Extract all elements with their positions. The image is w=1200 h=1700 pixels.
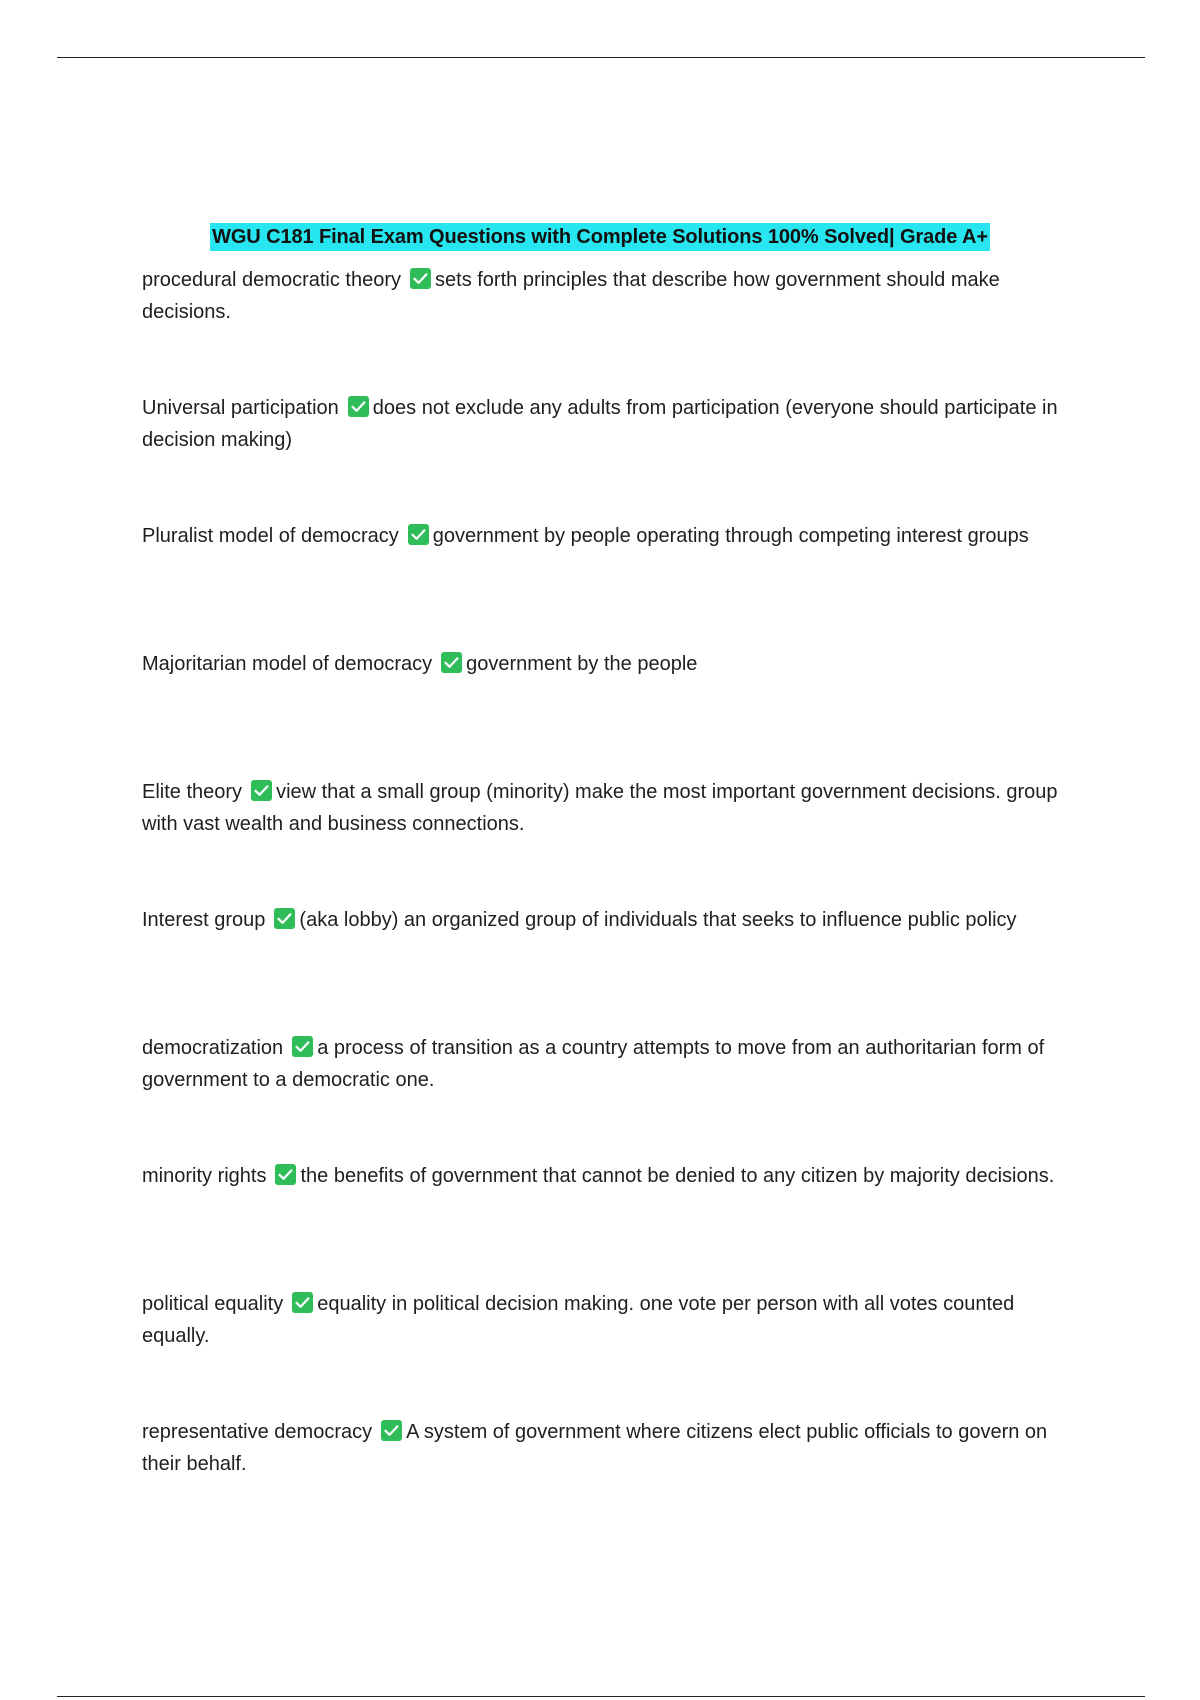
document-title-text: WGU C181 Final Exam Questions with Complete Solutions 100% Solved| Grade A+ [210,223,990,251]
term-label: Elite theory [142,781,243,803]
definition-text: does not exclude any adults from participation (everyone should participate in decision making) [142,397,1058,451]
term-entry [142,1032,1072,1128]
definition-text: A system of government where citizens elect public officials to govern on their behalf. [142,1421,1048,1475]
term-entry [142,1288,1072,1384]
term-label: representative democracy [142,1421,373,1443]
definition-text: government by people operating through competing interest groups [432,525,1029,547]
check-mark-icon [274,908,295,929]
check-mark-icon [381,1420,402,1441]
check-mark-icon [292,1292,313,1313]
term-list [142,264,1072,1544]
check-mark-icon [408,524,429,545]
term-entry [142,392,1072,488]
check-mark-icon [251,780,272,801]
term-entry [142,1416,1072,1512]
term-entry [142,520,1072,616]
definition-text: (aka lobby) an organized group of individuals that seeks to influence public policy [299,909,1017,931]
term-label: democratization [142,1037,284,1059]
top-divider [57,57,1145,58]
term-entry [142,1160,1072,1256]
definition-text: the benefits of government that cannot be denied to any citizen by majority decisions. [300,1165,1055,1187]
check-mark-icon [348,396,369,417]
bottom-divider [57,1696,1145,1697]
definition-text: equality in political decision making. one vote per person with all votes counted equally. [142,1293,1015,1347]
definition-text: government by the people [466,653,698,675]
term-label: political equality [142,1293,284,1315]
term-entry [142,904,1072,1000]
term-label: Pluralist model of democracy [142,525,399,547]
term-label: procedural democratic theory [142,269,402,291]
term-entry [142,648,1072,744]
check-mark-icon [441,652,462,673]
definition-text: a process of transition as a country attempts to move from an authoritarian form of government to a democratic one. [142,1037,1045,1091]
document-title [0,214,1200,251]
check-mark-icon [275,1164,296,1185]
term-entry [142,776,1072,872]
definition-text: sets forth principles that describe how government should make decisions. [142,269,1000,323]
term-entry [142,264,1072,360]
term-label: minority rights [142,1165,267,1187]
term-label: Majoritarian model of democracy [142,653,433,675]
check-mark-icon [410,268,431,289]
check-mark-icon [292,1036,313,1057]
term-label: Universal participation [142,397,339,419]
term-label: Interest group [142,909,266,931]
definition-text: view that a small group (minority) make the most important government decisions. group with vast wealth and business connections. [142,781,1058,835]
